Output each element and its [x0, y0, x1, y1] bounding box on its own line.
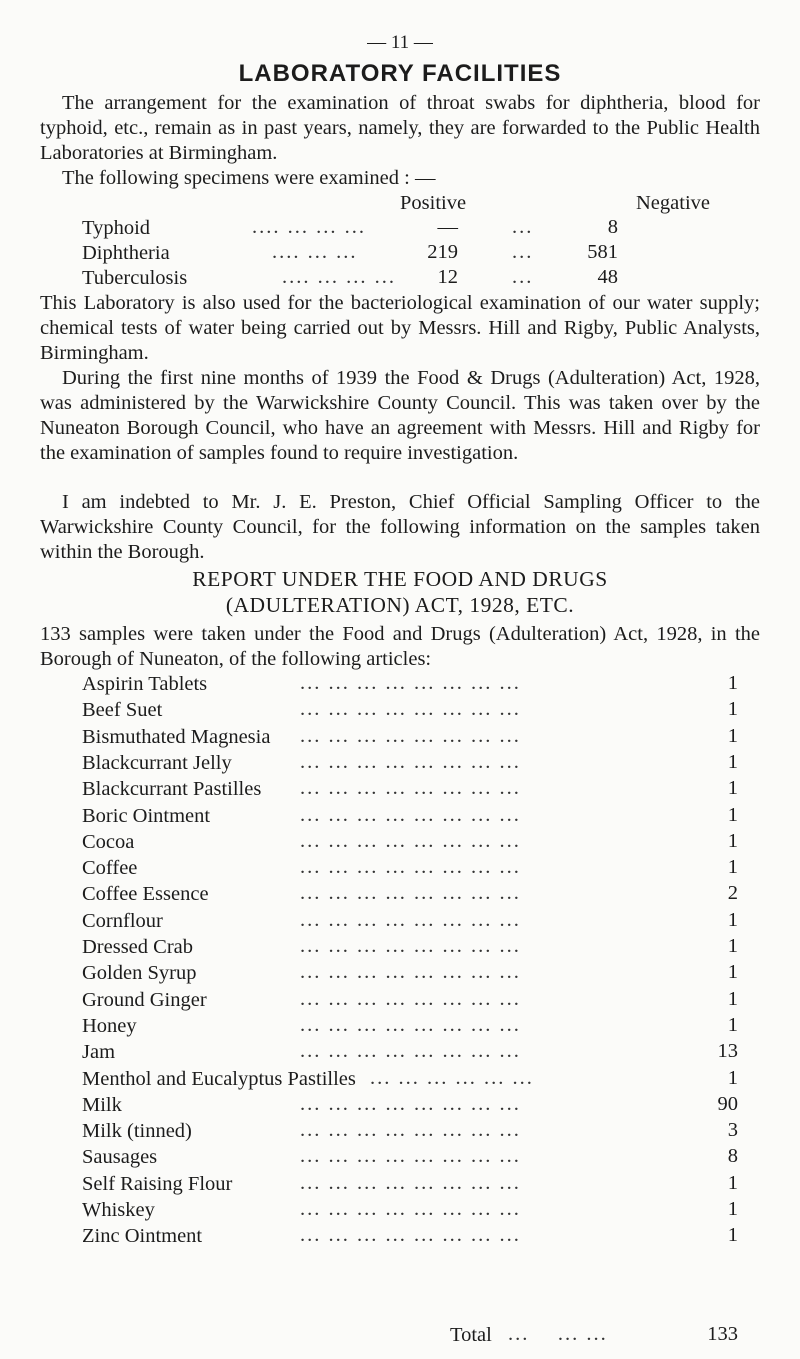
sample-article: Blackcurrant Jelly: [82, 752, 232, 774]
leader-dots: ... ... ... ... ... ... ... ...: [300, 935, 521, 957]
report-heading-line1: REPORT UNDER THE FOOD AND DRUGS: [192, 567, 608, 591]
col-negative-header: Negative: [636, 192, 710, 214]
leader-dots: ... ... ... ... ... ... ... ...: [300, 988, 521, 1010]
sample-count: 1: [727, 804, 738, 826]
total-value: 133: [707, 1323, 738, 1345]
sample-count: 1: [727, 856, 738, 878]
sample-count: 1: [727, 1224, 738, 1246]
sample-count: 1: [727, 830, 738, 852]
total-label: Total: [450, 1324, 492, 1346]
sample-count: 13: [717, 1040, 738, 1062]
page-number: — 11 —: [367, 32, 433, 53]
sample-count: 1: [727, 1014, 738, 1036]
total-leader-dots: ... ... ...: [508, 1323, 608, 1345]
leader-dots: ... ... ... ... ... ... ... ...: [300, 909, 521, 931]
sample-article: Milk (tinned): [82, 1120, 192, 1142]
leader-dots: .... ... ... ...: [252, 216, 366, 238]
sample-count: 1: [727, 1172, 738, 1194]
section-heading: LABORATORY FACILITIES: [238, 60, 562, 87]
specimen-name: Diphtheria: [82, 242, 170, 264]
lab-text: This Laboratory is also used for the bacteriological examination of our water supply; chemical tests of water being carried out by Messrs. Hill and Rigby, Public Analysts, Birmingham.: [40, 292, 760, 364]
leader-dots: ... ... ... ... ... ... ... ...: [300, 725, 521, 747]
leader-dots: ... ... ... ... ... ... ... ...: [300, 698, 521, 720]
col-positive-header: Positive: [400, 192, 467, 214]
sample-article: Self Raising Flour: [82, 1173, 233, 1195]
intro-text: The arrangement for the examination of throat swabs for diphtheria, blood for typhoid, etc., remain as in past years, namely, they are forwarded to the Public Health Laboratories at Birmingham.: [40, 92, 760, 164]
sample-count: 1: [727, 961, 738, 983]
leader-dots: ... ... ... ... ... ... ... ...: [300, 1224, 521, 1246]
leader-dots: ... ... ... ... ... ... ... ...: [300, 961, 521, 983]
sample-article: Menthol and Eucalyptus Pastilles: [82, 1068, 356, 1090]
intro-paragraph: [40, 91, 760, 166]
specimen-positive: —: [437, 216, 458, 238]
leader-dots: ... ... ... ... ... ... ... ...: [300, 830, 521, 852]
sample-article: Coffee: [82, 857, 138, 879]
sample-count: 90: [717, 1093, 738, 1115]
leader-dots: ... ... ... ... ... ... ... ...: [300, 1119, 521, 1141]
sample-count: 1: [727, 672, 738, 694]
sample-article: Bismuthated Magnesia: [82, 726, 271, 748]
sample-article: Dressed Crab: [82, 936, 194, 958]
sample-article: Cocoa: [82, 831, 135, 853]
sample-count: 1: [727, 909, 738, 931]
specimen-negative: 48: [597, 266, 618, 288]
sample-article: Zinc Ointment: [82, 1225, 203, 1247]
thanks-text: I am indebted to Mr. J. E. Preston, Chief Official Sampling Officer to the Warwickshire County Council, for the following information on the samples taken within the Borough.: [40, 491, 760, 563]
report-heading-line2: (ADULTERATION) ACT, 1928, ETC.: [225, 593, 575, 617]
sample-count: 1: [727, 725, 738, 747]
sample-article: Jam: [82, 1041, 116, 1063]
leader-dots: ... ... ... ... ... ... ... ...: [300, 1014, 521, 1036]
leader-dots: ... ... ... ... ... ... ... ...: [300, 751, 521, 773]
sample-article: Milk: [82, 1094, 122, 1116]
samples-paragraph: [40, 622, 760, 672]
sample-article: Blackcurrant Pastilles: [82, 778, 262, 800]
specimen-negative: 8: [607, 216, 618, 238]
leader-dots: ...: [512, 241, 534, 263]
leader-dots: ... ... ... ... ... ... ... ...: [300, 1093, 521, 1115]
specimen-positive: 12: [437, 266, 458, 288]
leader-dots: .... ... ...: [272, 241, 358, 263]
sample-article: Beef Suet: [82, 699, 163, 721]
specimens-intro-text: The following specimens were examined : —: [62, 167, 436, 189]
sample-count: 1: [727, 698, 738, 720]
leader-dots: ... ... ... ... ... ... ... ...: [300, 1172, 521, 1194]
sample-count: 8: [727, 1145, 738, 1167]
leader-dots: ...: [512, 266, 534, 288]
specimen-name: Typhoid: [82, 217, 151, 239]
sample-article: Boric Ointment: [82, 805, 211, 827]
leader-dots: ... ... ... ... ... ... ... ...: [300, 777, 521, 799]
sample-count: 1: [727, 1067, 738, 1089]
sample-count: 1: [727, 751, 738, 773]
sample-article: Coffee Essence: [82, 883, 209, 905]
leader-dots: ... ... ... ... ... ... ... ...: [300, 1040, 521, 1062]
specimen-positive: 219: [427, 241, 458, 263]
sample-article: Aspirin Tablets: [82, 673, 208, 695]
sample-count: 1: [727, 988, 738, 1010]
leader-dots: ... ... ... ... ... ... ... ...: [300, 804, 521, 826]
leader-dots: ... ... ... ... ... ... ... ...: [300, 672, 521, 694]
specimens-intro: [40, 166, 760, 191]
leader-dots: ... ... ... ... ... ... ... ...: [300, 1198, 521, 1220]
sample-article: Ground Ginger: [82, 989, 207, 1011]
leader-dots: ... ... ... ... ... ... ... ...: [300, 856, 521, 878]
sample-count: 2: [727, 882, 738, 904]
lab-paragraph: [40, 291, 760, 366]
sample-count: 1: [727, 1198, 738, 1220]
sample-count: 1: [727, 935, 738, 957]
sample-count: 1: [727, 777, 738, 799]
sample-article: Honey: [82, 1015, 137, 1037]
specimen-name: Tuberculosis: [82, 267, 188, 289]
leader-dots: ... ... ... ... ... ...: [370, 1067, 534, 1089]
sample-count: 3: [727, 1119, 738, 1141]
food-paragraph: [40, 366, 760, 466]
leader-dots: ...: [512, 216, 534, 238]
leader-dots: .... ... ... ...: [282, 266, 396, 288]
sample-article: Sausages: [82, 1146, 158, 1168]
thanks-paragraph: [40, 490, 760, 565]
specimen-negative: 581: [587, 241, 618, 263]
food-text: During the first nine months of 1939 the Food & Drugs (Adulteration) Act, 1928, was administered by the Warwickshire County Council. This was taken over by the Nuneaton Borough Council, who have an agreement with Messrs. Hill and Rigby for the examination of samples found to require investigation.: [40, 367, 760, 464]
sample-article: Whiskey: [82, 1199, 155, 1221]
leader-dots: ... ... ... ... ... ... ... ...: [300, 882, 521, 904]
sample-article: Cornflour: [82, 910, 163, 932]
leader-dots: ... ... ... ... ... ... ... ...: [300, 1145, 521, 1167]
samples-text: 133 samples were taken under the Food and Drugs (Adulteration) Act, 1928, in the Borough of Nuneaton, of the following articles:: [40, 623, 760, 670]
sample-article: Golden Syrup: [82, 962, 197, 984]
